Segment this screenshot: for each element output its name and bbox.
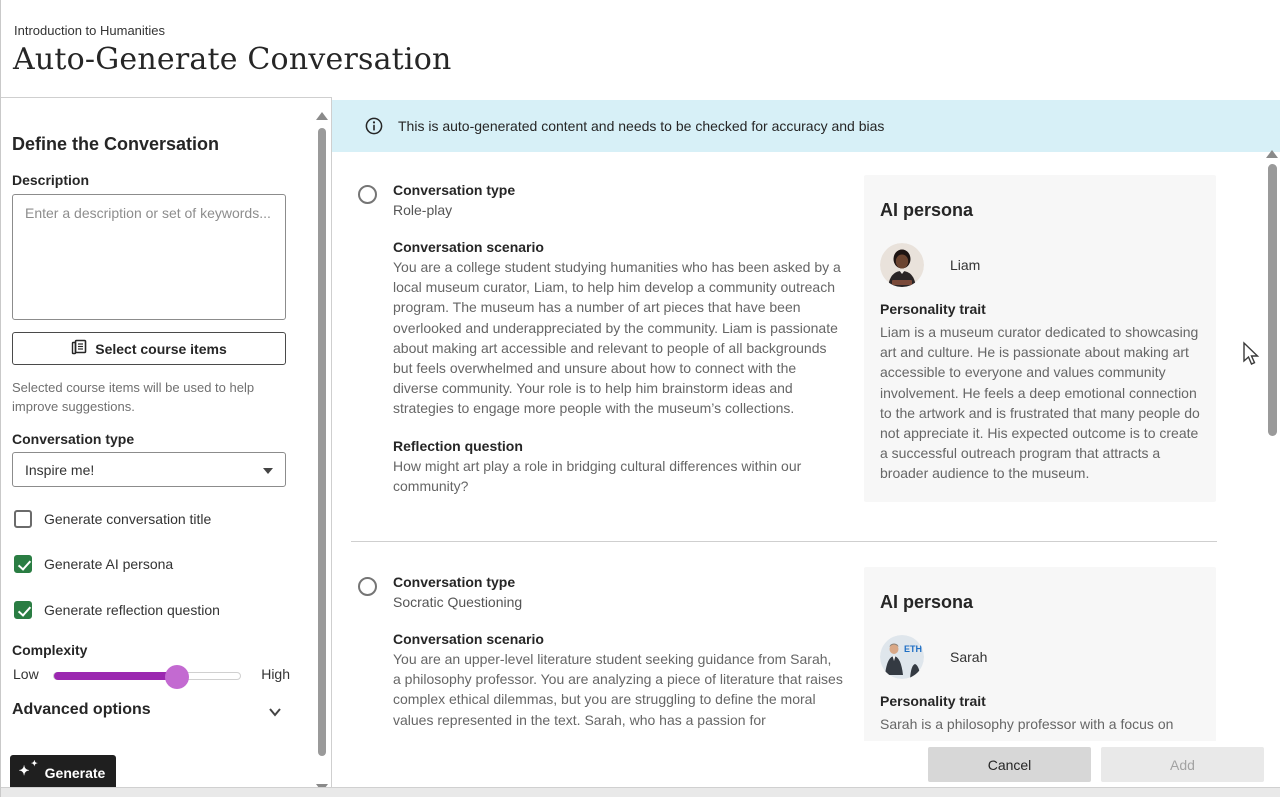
personality-trait-label: Personality trait: [880, 301, 986, 317]
checkbox-generate-reflection-question[interactable]: [14, 601, 220, 619]
select-course-items-label: Select course items: [95, 340, 227, 357]
conversation-scenario-label: Conversation scenario: [393, 239, 544, 255]
conversation-scenario-label: Conversation scenario: [393, 631, 544, 647]
copy-documents-icon: [71, 339, 87, 358]
options-divider: [351, 541, 1217, 542]
persona-name: Sarah: [950, 649, 988, 665]
conversation-scenario-text: You are a college student studying humanities who has been asked by a local museum curator, Liam, to help him develop a community outreach program. The museum has a number of art pieces that have been overlooked and underappreciated by the community. Liam is passionate about making art accessible and relevant to people of all backgrounds but feels overwhelmed and unsure about how to connect with the diverse community. Your role is to help him brainstorm ideas and strategies to engage more people with the museum’s collections.: [393, 259, 841, 417]
caret-down-icon: [263, 468, 273, 474]
complexity-slider-fill: [54, 672, 177, 680]
reflection-question-label: Reflection question: [393, 437, 523, 454]
slider-low-label: Low: [13, 666, 39, 682]
sarah-avatar: [880, 635, 924, 679]
ai-persona-card-2: [864, 567, 1216, 741]
conversation-type-value: Socratic Questioning: [393, 594, 523, 610]
scroll-up-icon[interactable]: [316, 112, 328, 120]
sidebar-scrollbar[interactable]: [316, 106, 328, 794]
checkbox-label: Generate conversation title: [44, 511, 212, 527]
description-input[interactable]: [12, 194, 286, 320]
sidebar-heading: Define the Conversation: [12, 134, 220, 154]
complexity-slider-track[interactable]: [53, 672, 241, 680]
ai-persona-heading: AI persona: [880, 592, 974, 612]
footer-actions: [332, 741, 1280, 787]
conversation-type-selected-value: Inspire me!: [25, 461, 95, 478]
sidebar-define-conversation: [1, 97, 332, 797]
scroll-up-icon[interactable]: [1266, 150, 1278, 158]
complexity-label: Complexity: [12, 642, 88, 658]
personality-trait-text: Sarah is a philosophy professor with a focus on: [880, 716, 1174, 732]
advanced-options-label: Advanced options: [12, 701, 151, 718]
checkbox-generate-ai-persona[interactable]: [14, 555, 173, 573]
option-2-radio[interactable]: [358, 577, 377, 596]
breadcrumb: Introduction to Humanities: [14, 23, 166, 38]
description-label: Description: [12, 172, 90, 188]
ai-persona-card-1: [864, 175, 1216, 502]
conversation-scenario-text: You are an upper-level literature student seeking guidance from Sarah, a philosophy professor. You are analyzing a piece of literature that raises complex ethical dilemmas, but you are struggling to define the moral values represented in the text. Sarah, who has a passion for: [393, 651, 843, 728]
header: [1, 0, 1280, 97]
conversation-type-label: Conversation type: [393, 182, 516, 198]
svg-text:ETH: ETH: [904, 644, 922, 654]
sparkle-icon: ✦ ✦: [18, 758, 38, 778]
main-scrollbar[interactable]: [1265, 152, 1279, 741]
personality-trait-text: Liam is a museum curator dedicated to showcasing art and culture. He is passionate about making art accessible to everyone and values community involvement. He feels a deep emotional connection to the artwork and is frustrated that many people do not appreciate it. His expected outcome is to create a successful outreach program that attracts a broader audience to the museum.: [880, 324, 1200, 482]
conversation-type-select[interactable]: [12, 452, 286, 487]
advanced-options-toggle[interactable]: [12, 701, 290, 725]
liam-avatar: [880, 243, 924, 287]
generate-button-label: Generate: [44, 764, 106, 781]
checkbox-label: Generate reflection question: [44, 602, 220, 618]
checkbox-checked-icon: [14, 555, 32, 573]
complexity-slider: [12, 664, 290, 688]
checkbox-label: Generate AI persona: [44, 556, 174, 572]
main-scrollbar-thumb[interactable]: [1268, 164, 1277, 436]
reflection-question-text: How might art play a role in bridging cultural differences within our community?: [393, 457, 802, 494]
select-course-items-button[interactable]: [12, 332, 286, 365]
personality-trait-label: Personality trait: [880, 693, 986, 709]
ai-content-banner: [332, 100, 1280, 152]
banner-text: This is auto-generated content and needs to be checked for accuracy and bias: [398, 118, 885, 134]
ai-persona-heading: AI persona: [880, 200, 974, 220]
course-items-helper-text: Selected course items will be used to help improve suggestions.: [12, 380, 255, 414]
checkbox-generate-conversation-title[interactable]: [14, 510, 211, 528]
window-bottom-edge: [1, 787, 1280, 797]
conversation-type-label: Conversation type: [393, 574, 516, 590]
suggestions-panel: [332, 97, 1280, 797]
page-title: Auto-Generate Conversation: [13, 42, 452, 77]
persona-name: Liam: [950, 257, 981, 273]
slider-high-label: High: [261, 666, 290, 682]
complexity-slider-handle[interactable]: [165, 665, 189, 689]
option-1-radio[interactable]: [358, 185, 377, 204]
cancel-button[interactable]: Cancel: [928, 747, 1091, 782]
sidebar-scrollbar-thumb[interactable]: [318, 128, 326, 756]
checkbox-checked-icon: [14, 601, 32, 619]
conversation-type-value: Role-play: [393, 202, 453, 218]
add-button[interactable]: Add: [1101, 747, 1264, 782]
suggestions-list: [332, 152, 1280, 741]
checkbox-unchecked-icon: [14, 510, 32, 528]
generate-button[interactable]: [10, 755, 116, 790]
chevron-down-icon: [268, 705, 282, 719]
info-icon: [365, 117, 383, 135]
conversation-type-label: Conversation type: [12, 431, 135, 447]
